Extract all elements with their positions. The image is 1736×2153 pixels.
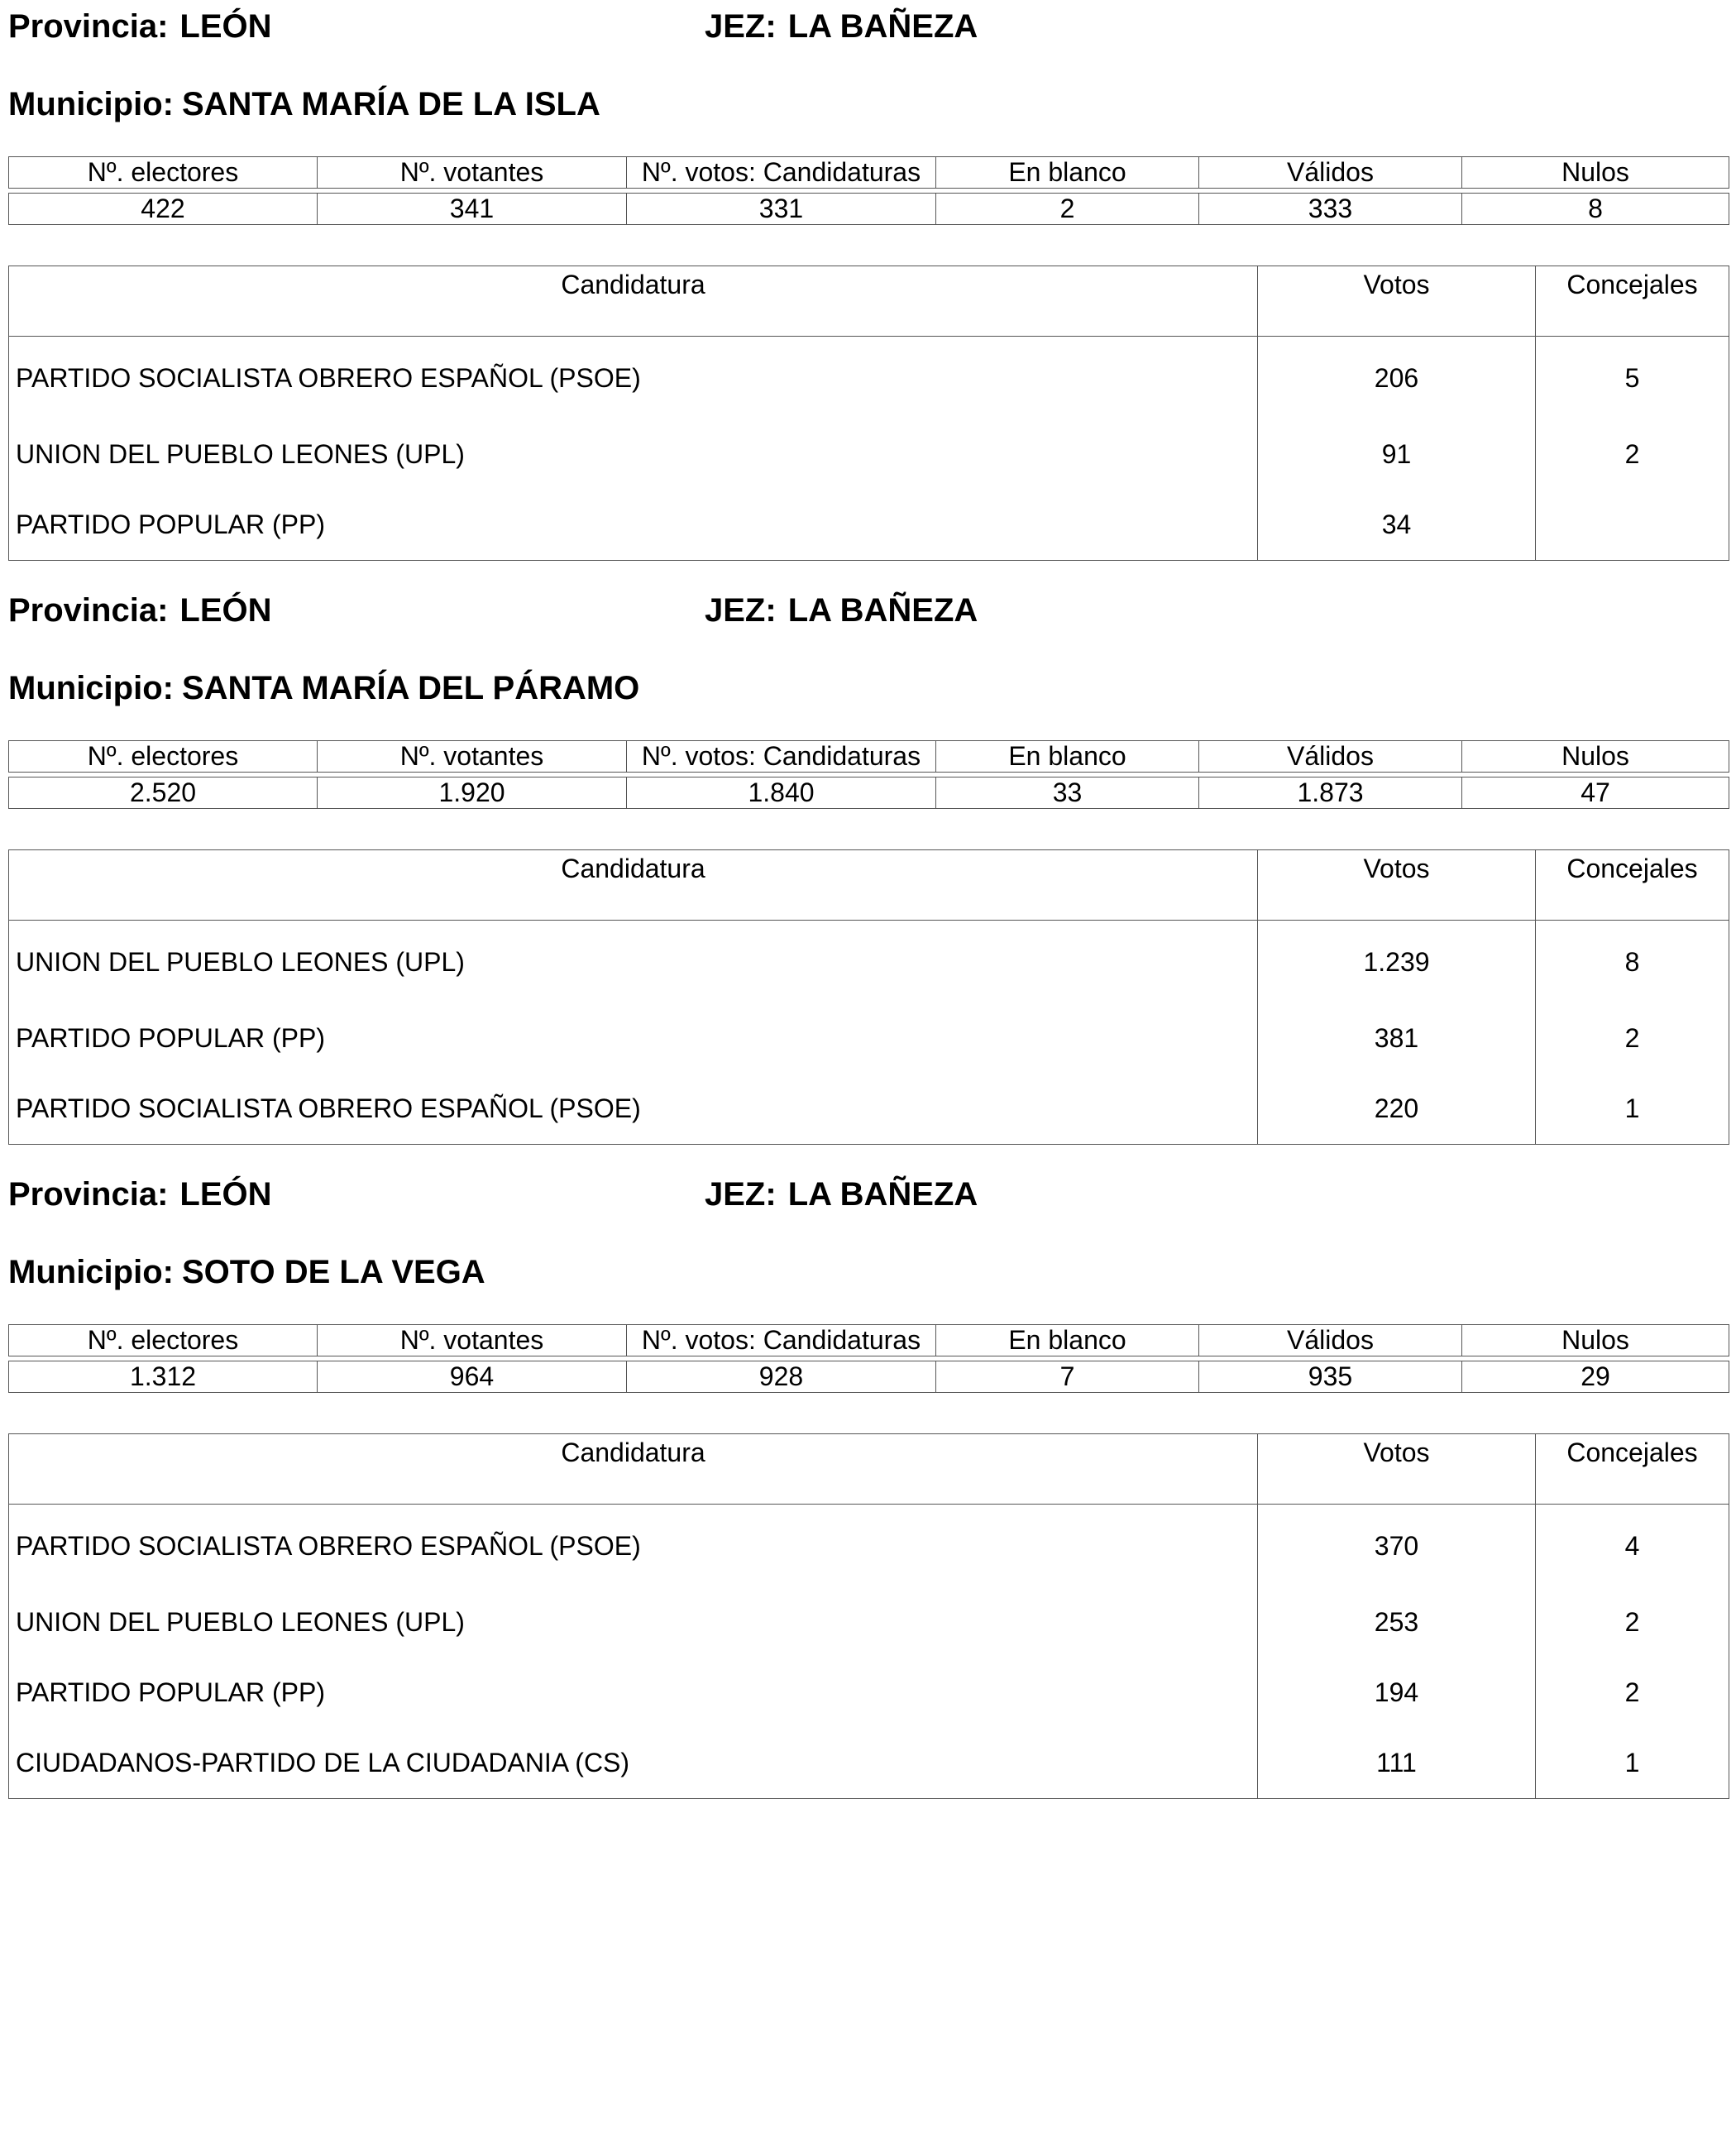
header-concejales: Concejales xyxy=(1536,1434,1729,1505)
header-votos: Votos xyxy=(1258,266,1536,337)
stats-header-nulos: Nulos xyxy=(1462,1325,1729,1356)
stats-header-electores: Nº. electores xyxy=(9,1325,318,1356)
stats-header-row xyxy=(9,1325,1729,1356)
stats-votos-candidaturas: 331 xyxy=(627,194,936,225)
candidate-votos: 194 xyxy=(1258,1658,1536,1728)
candidates-header-row xyxy=(9,850,1729,921)
provincia-value: LEÓN xyxy=(179,8,272,45)
stats-validos: 935 xyxy=(1199,1361,1462,1393)
candidate-name: UNION DEL PUEBLO LEONES (UPL) xyxy=(9,1587,1258,1658)
candidate-concejales: 4 xyxy=(1536,1505,1729,1588)
municipio-value: SANTA MARÍA DE LA ISLA xyxy=(181,86,600,122)
candidate-name: UNION DEL PUEBLO LEONES (UPL) xyxy=(9,419,1258,490)
municipio-heading xyxy=(8,1252,485,1292)
jez-heading xyxy=(705,591,978,630)
candidate-votos: 381 xyxy=(1258,1003,1536,1074)
provincia-heading xyxy=(8,591,272,630)
stats-electores: 2.520 xyxy=(9,777,318,809)
stats-header-nulos: Nulos xyxy=(1462,741,1729,773)
candidates-table xyxy=(8,849,1729,1145)
candidate-votos: 1.239 xyxy=(1258,921,1536,1004)
stats-header-votos-candidaturas: Nº. votos: Candidaturas xyxy=(627,741,936,773)
stats-electores: 1.312 xyxy=(9,1361,318,1393)
municipio-label: Municipio: xyxy=(8,1254,174,1290)
candidates-header-row xyxy=(9,266,1729,337)
stats-validos: 333 xyxy=(1199,194,1462,225)
candidate-concejales: 2 xyxy=(1536,1587,1729,1658)
jez-heading xyxy=(705,7,978,46)
candidate-votos: 34 xyxy=(1258,490,1536,561)
municipio-value: SOTO DE LA VEGA xyxy=(181,1254,485,1290)
provincia-value: LEÓN xyxy=(179,1176,272,1213)
candidate-concejales: 1 xyxy=(1536,1728,1729,1799)
stats-en-blanco: 33 xyxy=(936,777,1199,809)
municipio-section xyxy=(8,1168,1729,1777)
candidates-table xyxy=(8,1433,1729,1799)
stats-validos: 1.873 xyxy=(1199,777,1462,809)
stats-header-validos: Válidos xyxy=(1199,157,1462,189)
stats-header-votos-candidaturas: Nº. votos: Candidaturas xyxy=(627,157,936,189)
provincia-heading xyxy=(8,7,272,46)
candidate-concejales: 2 xyxy=(1536,1658,1729,1728)
stats-en-blanco: 2 xyxy=(936,194,1199,225)
provincia-label: Provincia: xyxy=(8,592,169,629)
stats-nulos: 8 xyxy=(1462,194,1729,225)
candidate-row xyxy=(9,1728,1729,1799)
jez-label: JEZ: xyxy=(705,8,777,45)
stats-header-votantes: Nº. votantes xyxy=(318,741,627,773)
provincia-label: Provincia: xyxy=(8,8,169,45)
stats-header-validos: Válidos xyxy=(1199,741,1462,773)
stats-header-row xyxy=(9,741,1729,773)
stats-votantes: 341 xyxy=(318,194,627,225)
header-concejales: Concejales xyxy=(1536,850,1729,921)
stats-value-row xyxy=(9,1361,1729,1393)
municipio-section xyxy=(8,584,1729,1168)
stats-en-blanco: 7 xyxy=(936,1361,1199,1393)
municipio-label: Municipio: xyxy=(8,86,174,122)
candidate-concejales: 8 xyxy=(1536,921,1729,1004)
jez-label: JEZ: xyxy=(705,1176,777,1213)
candidate-name: PARTIDO SOCIALISTA OBRERO ESPAÑOL (PSOE) xyxy=(9,1074,1258,1145)
stats-header-electores: Nº. electores xyxy=(9,157,318,189)
header-concejales: Concejales xyxy=(1536,266,1729,337)
stats-votantes: 1.920 xyxy=(318,777,627,809)
candidate-votos: 91 xyxy=(1258,419,1536,490)
municipio-section xyxy=(8,0,1729,584)
jez-label: JEZ: xyxy=(705,592,777,629)
stats-header-votantes: Nº. votantes xyxy=(318,157,627,189)
candidate-row xyxy=(9,337,1729,420)
stats-value-row xyxy=(9,194,1729,225)
candidate-votos: 253 xyxy=(1258,1587,1536,1658)
stats-table xyxy=(8,1324,1729,1393)
jez-value: LA BAÑEZA xyxy=(787,1176,978,1213)
candidate-name: PARTIDO SOCIALISTA OBRERO ESPAÑOL (PSOE) xyxy=(9,1505,1258,1588)
provincia-value: LEÓN xyxy=(179,592,272,629)
candidate-row xyxy=(9,1587,1729,1658)
candidate-name: PARTIDO POPULAR (PP) xyxy=(9,1658,1258,1728)
municipio-heading xyxy=(8,84,600,124)
candidate-row xyxy=(9,490,1729,561)
stats-nulos: 47 xyxy=(1462,777,1729,809)
stats-votos-candidaturas: 928 xyxy=(627,1361,936,1393)
stats-table xyxy=(8,740,1729,809)
header-candidatura: Candidatura xyxy=(9,850,1258,921)
candidate-name: PARTIDO POPULAR (PP) xyxy=(9,1003,1258,1074)
candidate-votos: 111 xyxy=(1258,1728,1536,1799)
stats-header-electores: Nº. electores xyxy=(9,741,318,773)
stats-header-row xyxy=(9,157,1729,189)
candidates-table xyxy=(8,266,1729,561)
municipio-heading xyxy=(8,668,639,708)
stats-nulos: 29 xyxy=(1462,1361,1729,1393)
municipio-label: Municipio: xyxy=(8,670,174,706)
candidate-votos: 370 xyxy=(1258,1505,1536,1588)
provincia-heading xyxy=(8,1175,272,1214)
stats-header-votantes: Nº. votantes xyxy=(318,1325,627,1356)
candidate-votos: 206 xyxy=(1258,337,1536,420)
candidate-row xyxy=(9,1658,1729,1728)
candidate-concejales xyxy=(1536,490,1729,561)
municipio-value: SANTA MARÍA DEL PÁRAMO xyxy=(181,670,640,706)
candidate-concejales: 2 xyxy=(1536,419,1729,490)
candidate-row xyxy=(9,921,1729,1004)
stats-header-en-blanco: En blanco xyxy=(936,741,1199,773)
candidate-name: PARTIDO SOCIALISTA OBRERO ESPAÑOL (PSOE) xyxy=(9,337,1258,420)
candidate-row xyxy=(9,1003,1729,1074)
stats-electores: 422 xyxy=(9,194,318,225)
candidates-header-row xyxy=(9,1434,1729,1505)
header-votos: Votos xyxy=(1258,1434,1536,1505)
provincia-label: Provincia: xyxy=(8,1176,169,1213)
candidate-name: UNION DEL PUEBLO LEONES (UPL) xyxy=(9,921,1258,1004)
candidate-concejales: 1 xyxy=(1536,1074,1729,1145)
candidate-row xyxy=(9,1074,1729,1145)
jez-value: LA BAÑEZA xyxy=(787,8,978,45)
header-votos: Votos xyxy=(1258,850,1536,921)
stats-votantes: 964 xyxy=(318,1361,627,1393)
candidate-name: CIUDADANOS-PARTIDO DE LA CIUDADANIA (CS) xyxy=(9,1728,1258,1799)
header-candidatura: Candidatura xyxy=(9,266,1258,337)
jez-value: LA BAÑEZA xyxy=(787,592,978,629)
candidate-votos: 220 xyxy=(1258,1074,1536,1145)
candidate-concejales: 2 xyxy=(1536,1003,1729,1074)
stats-value-row xyxy=(9,777,1729,809)
stats-votos-candidaturas: 1.840 xyxy=(627,777,936,809)
stats-header-validos: Válidos xyxy=(1199,1325,1462,1356)
jez-heading xyxy=(705,1175,978,1214)
stats-header-en-blanco: En blanco xyxy=(936,1325,1199,1356)
stats-header-nulos: Nulos xyxy=(1462,157,1729,189)
stats-header-en-blanco: En blanco xyxy=(936,157,1199,189)
header-candidatura: Candidatura xyxy=(9,1434,1258,1505)
stats-header-votos-candidaturas: Nº. votos: Candidaturas xyxy=(627,1325,936,1356)
stats-table xyxy=(8,156,1729,225)
candidate-row xyxy=(9,1505,1729,1588)
candidate-concejales: 5 xyxy=(1536,337,1729,420)
candidate-row xyxy=(9,419,1729,490)
candidate-name: PARTIDO POPULAR (PP) xyxy=(9,490,1258,561)
